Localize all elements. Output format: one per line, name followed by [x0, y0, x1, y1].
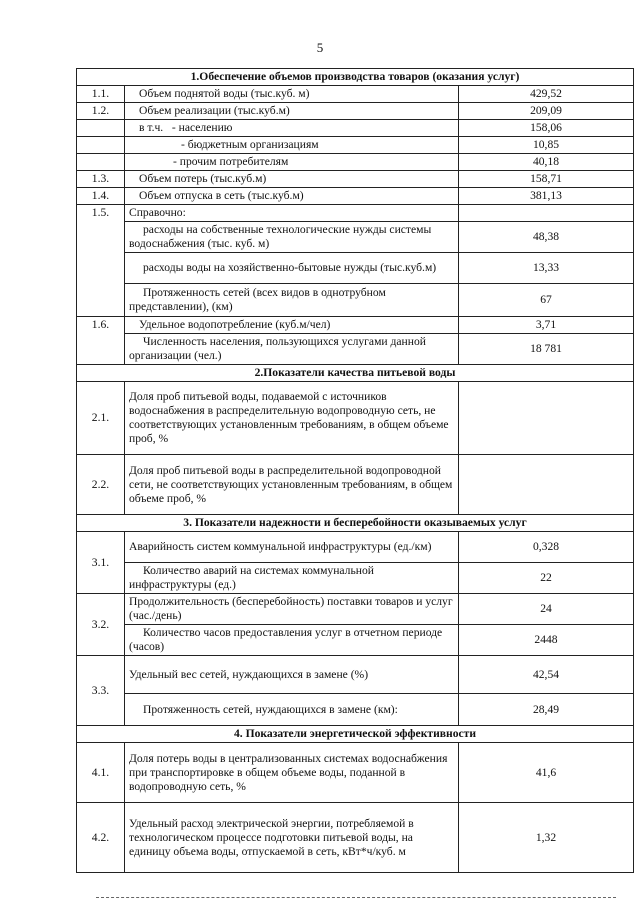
- page-number: 5: [316, 40, 324, 55]
- table-row: [77, 188, 634, 205]
- row-number: 4.2.: [77, 803, 125, 873]
- table-row: [77, 656, 634, 694]
- section-header-row: [77, 726, 634, 743]
- row-name: Протяженность сетей (всех видов в однотрубном представлении), (км): [125, 284, 459, 317]
- table-row: [77, 532, 634, 563]
- section-header-row: [77, 515, 634, 532]
- row-value: [459, 382, 634, 455]
- row-value: 22: [459, 563, 634, 594]
- table-row: [77, 284, 634, 317]
- row-number: 1.4.: [77, 188, 125, 205]
- row-value: 158,71: [459, 171, 634, 188]
- row-value: 24: [459, 594, 634, 625]
- row-name: - прочим потребителям: [125, 154, 459, 171]
- row-number: 3.1.: [77, 532, 125, 594]
- row-name: Удельный расход электрической энергии, потребляемой в технологическом процессе подготовки питьевой воды, на единицу объема воды, отпускаемой в сеть, кВт*ч/куб. м: [125, 803, 459, 873]
- row-name: Количество аварий на системах коммунальной инфраструктуры (ед.): [125, 563, 459, 594]
- row-name: в т.ч. - населению: [125, 120, 459, 137]
- row-value: 0,328: [459, 532, 634, 563]
- row-number: 4.1.: [77, 743, 125, 803]
- row-name: Продолжительность (бесперебойность) поставки товаров и услуг (час./день): [125, 594, 459, 625]
- row-number: 2.1.: [77, 382, 125, 455]
- row-number: 1.2.: [77, 103, 125, 120]
- table-row: [77, 205, 634, 222]
- table-row: [77, 317, 634, 334]
- row-number: 1.3.: [77, 171, 125, 188]
- row-name: Количество часов предоставления услуг в отчетном периоде (часов): [125, 625, 459, 656]
- table-row: [77, 222, 634, 253]
- row-name: Объем поднятой воды (тыс.куб. м): [125, 86, 459, 103]
- row-value: 158,06: [459, 120, 634, 137]
- row-value: 429,52: [459, 86, 634, 103]
- table-row: [77, 137, 634, 154]
- page-bottom-divider: [96, 897, 616, 898]
- row-name: Удельное водопотребление (куб.м/чел): [125, 317, 459, 334]
- row-value: 40,18: [459, 154, 634, 171]
- section-2-title: 2.Показатели качества питьевой воды: [77, 365, 634, 382]
- row-name: - бюджетным организациям: [125, 137, 459, 154]
- row-name: Доля проб питьевой воды в распределительной водопроводной сети, не соответствующих установленным требованиям, в общем объеме проб, %: [125, 455, 459, 515]
- row-value: 1,32: [459, 803, 634, 873]
- row-value: 3,71: [459, 317, 634, 334]
- row-name: Объем потерь (тыс.куб.м): [125, 171, 459, 188]
- section-3-title: 3. Показатели надежности и бесперебойности оказываемых услуг: [77, 515, 634, 532]
- table-row: [77, 563, 634, 594]
- row-value: 48,38: [459, 222, 634, 253]
- row-name: Численность населения, пользующихся услугами данной организации (чел.): [125, 334, 459, 365]
- row-number: 3.3.: [77, 656, 125, 726]
- table-row: [77, 86, 634, 103]
- row-value: 67: [459, 284, 634, 317]
- row-value: 2448: [459, 625, 634, 656]
- row-name: Удельный вес сетей, нуждающихся в замене (%): [125, 656, 459, 694]
- table-row: [77, 803, 634, 873]
- table-row: [77, 455, 634, 515]
- row-number: 3.2.: [77, 594, 125, 656]
- row-number: 1.1.: [77, 86, 125, 103]
- table-row: [77, 743, 634, 803]
- table-row: [77, 103, 634, 120]
- row-value: 209,09: [459, 103, 634, 120]
- row-number: 1.5.: [77, 205, 125, 317]
- row-value: 28,49: [459, 694, 634, 726]
- row-value: 13,33: [459, 253, 634, 284]
- row-name: расходы воды на хозяйственно-бытовые нужды (тыс.куб.м): [125, 253, 459, 284]
- table-row: [77, 694, 634, 726]
- row-number: 1.6.: [77, 317, 125, 365]
- row-number: 2.2.: [77, 455, 125, 515]
- row-value: 381,13: [459, 188, 634, 205]
- row-name: Доля проб питьевой воды, подаваемой с источников водоснабжения в распределительную водопроводную сеть, не соответствующих установленным требованиям, в общем объеме проб, %: [125, 382, 459, 455]
- table-row: [77, 253, 634, 284]
- row-name: Доля потерь воды в централизованных системах водоснабжения при транспортировке в общем объеме воды, поданной в водопроводную сеть, %: [125, 743, 459, 803]
- indicators-table: [76, 68, 634, 873]
- section-header-row: [77, 365, 634, 382]
- row-value: 41,6: [459, 743, 634, 803]
- row-name: Объем реализации (тыс.куб.м): [125, 103, 459, 120]
- table-row: [77, 382, 634, 455]
- table-row: [77, 625, 634, 656]
- row-name: расходы на собственные технологические нужды системы водоснабжения (тыс. куб. м): [125, 222, 459, 253]
- row-name: Протяженность сетей, нуждающихся в замене (км):: [125, 694, 459, 726]
- table-row: [77, 594, 634, 625]
- row-value: 18 781: [459, 334, 634, 365]
- row-value: [459, 455, 634, 515]
- table-row: [77, 120, 634, 137]
- row-name: Справочно:: [125, 205, 459, 222]
- table-row: [77, 171, 634, 188]
- section-4-title: 4. Показатели энергетической эффективности: [77, 726, 634, 743]
- row-value: 10,85: [459, 137, 634, 154]
- table-row: [77, 334, 634, 365]
- row-name: Объем отпуска в сеть (тыс.куб.м): [125, 188, 459, 205]
- section-header-row: [77, 69, 634, 86]
- section-1-title: 1.Обеспечение объемов производства товаров (оказания услуг): [77, 69, 634, 86]
- row-name: Аварийность систем коммунальной инфраструктуры (ед./км): [125, 532, 459, 563]
- table-row: [77, 154, 634, 171]
- row-value: 42,54: [459, 656, 634, 694]
